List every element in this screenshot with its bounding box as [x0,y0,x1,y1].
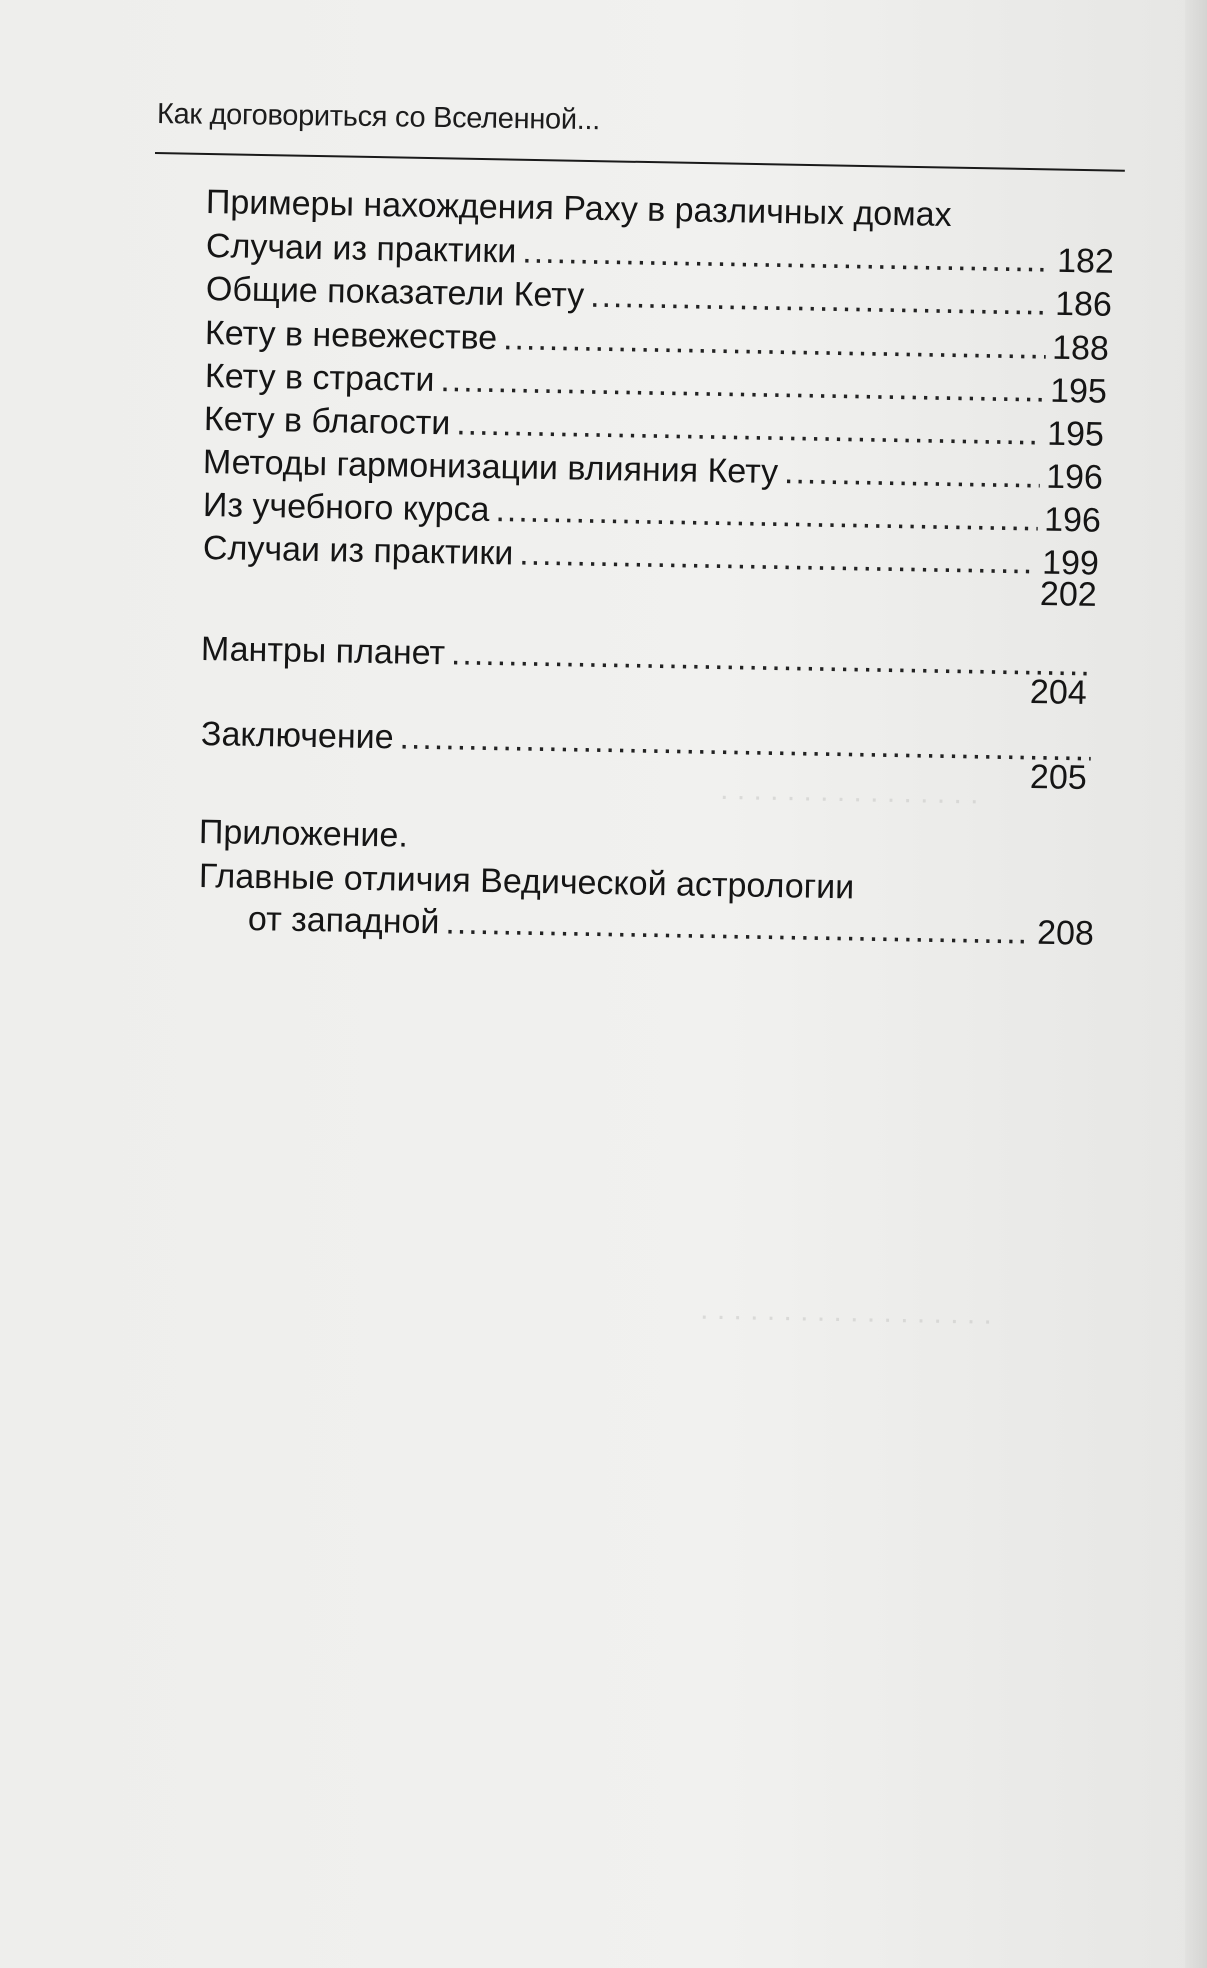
toc-page-number: 195 [1049,371,1108,411]
toc-page-number: 199 [1041,543,1100,583]
toc-appendix-line: Главные отличия Ведической астрологии [198,857,855,907]
show-through-text: . . . . . . . . . . . . . . . . . . [699,1308,992,1347]
toc-section-page [1030,672,1101,713]
leader-dots [503,318,1047,367]
toc-page-number: 204 [1029,673,1088,712]
toc-page-number: 195 [1046,414,1105,454]
leader-dots [440,360,1044,411]
toc-page-number: 182 [1056,241,1115,281]
toc-section-page [1030,757,1101,798]
toc-page-number: 208 [1036,913,1095,953]
toc-section [201,714,1098,770]
toc-entry [248,899,1095,954]
toc-entry-label: от западной [247,900,440,942]
toc-entry-label: Кету в страсти [204,357,435,400]
leader-dots [399,717,1091,769]
toc-section-label: Мантры планет [200,630,446,673]
toc-page-number: 205 [1029,758,1088,797]
toc-entry-label: Общие показатели Кету [205,270,585,315]
toc-entry-label: Методы гармонизации влияния Кету [202,443,779,492]
leader-dots [451,633,1092,684]
toc-entry-label: Кету в благости [203,400,451,443]
toc-page-number: 196 [1045,457,1104,497]
leader-dots [784,452,1041,496]
toc-page-number: 196 [1043,500,1102,540]
running-head: Как договориться со Вселенной... [156,98,601,137]
leader-dots [456,403,1042,453]
toc-entry-label: Из учебного курса [202,486,490,529]
toc-section [201,629,1098,685]
leader-dots [522,232,1051,281]
leader-dots [590,276,1050,324]
toc-section-label: Заключение [200,715,394,757]
toc-page-number: 186 [1054,284,1113,324]
show-through-text: . . . . . . . . . . . . . . . . [719,788,979,827]
leader-dots [495,490,1038,539]
toc-appendix-title: Приложение. [198,813,409,855]
toc-entry [1040,574,1101,615]
leader-dots [519,534,1036,583]
toc-entry-label: Примеры нахождения Раху в различных домах [205,183,952,235]
toc-entry-label: Случаи из практики [202,529,514,573]
toc-entry-label: Случаи из практики [205,227,517,271]
toc-page-number: 188 [1051,328,1110,368]
toc-entry-label: Кету в невежестве [204,314,498,358]
leader-dots [445,902,1031,952]
toc-page-number: 202 [1039,575,1098,614]
